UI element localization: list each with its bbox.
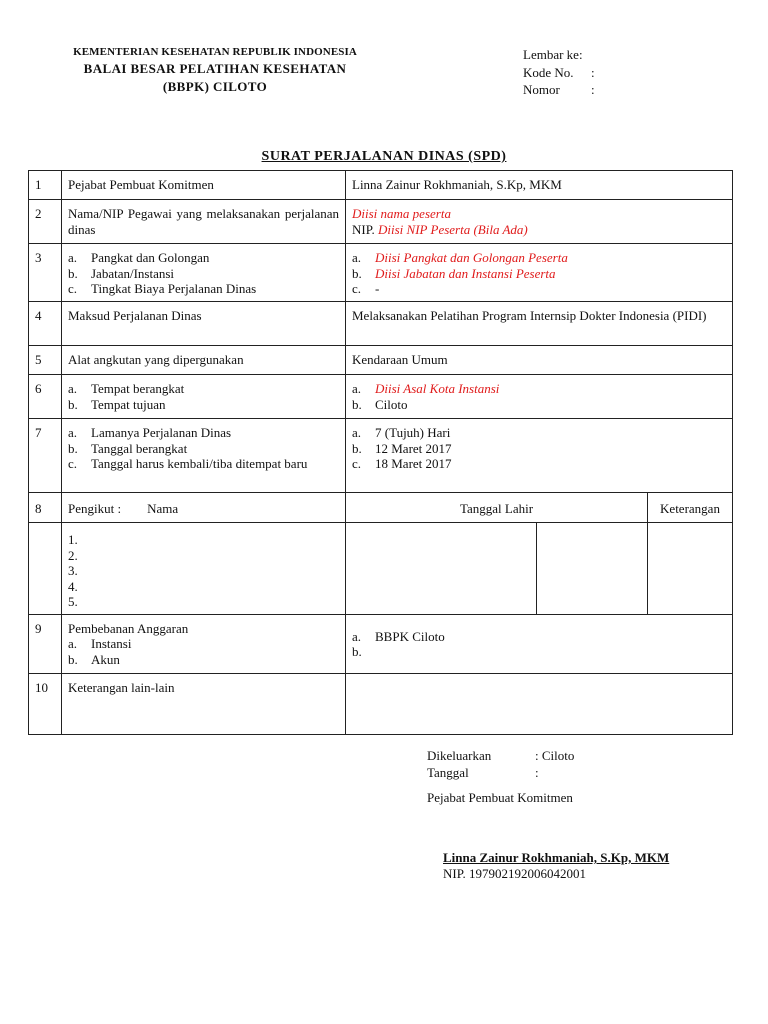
institution-name: BALAI BESAR PELATIHAN KESEHATAN xyxy=(83,61,347,76)
date-label: Tanggal xyxy=(427,765,469,780)
list-item: 5. xyxy=(68,594,78,609)
participant-name-placeholder: Diisi nama peserta xyxy=(352,206,451,221)
table-row xyxy=(29,523,733,615)
nip-prefix: NIP. xyxy=(352,221,375,237)
row-value xyxy=(346,244,733,302)
item-value: Diisi Asal Kota Instansi xyxy=(375,381,500,396)
item-marker: a. xyxy=(352,628,362,644)
date-value: : xyxy=(535,765,539,780)
item-label: Instansi xyxy=(91,636,132,651)
item-label: Tanggal berangkat xyxy=(91,440,188,456)
issued-value: : Ciloto xyxy=(535,748,575,763)
issued-line xyxy=(427,748,574,764)
item-marker: c. xyxy=(68,456,78,471)
list-item xyxy=(352,250,726,266)
row-number: 8 xyxy=(29,493,62,523)
row-label xyxy=(62,375,346,419)
signer-nip: NIP. 197902192006042001 xyxy=(443,866,587,881)
row-value xyxy=(346,200,733,244)
list-item xyxy=(352,629,726,645)
issued-label: Dikeluarkan xyxy=(427,748,492,763)
list-item xyxy=(68,381,339,397)
list-item xyxy=(352,397,726,413)
meta-code-label: Kode No. xyxy=(523,65,574,80)
row-label xyxy=(62,244,346,302)
list-item xyxy=(68,397,339,413)
item-marker: a. xyxy=(68,425,78,440)
participant-nip-placeholder: Diisi NIP Peserta (Bila Ada) xyxy=(378,221,528,237)
list-item xyxy=(352,456,726,472)
item-label: Akun xyxy=(91,651,120,667)
row-number: 2 xyxy=(29,200,62,244)
meta-sheet xyxy=(523,47,591,63)
followers-name-header: Nama xyxy=(147,501,179,516)
followers-dob-header: Tanggal Lahir xyxy=(346,493,648,523)
spd-table xyxy=(28,170,733,735)
table-row xyxy=(29,673,733,734)
list-item xyxy=(352,441,726,457)
item-label: Jabatan/Instansi xyxy=(91,265,175,281)
meta-code xyxy=(523,65,595,81)
item-label: Tanggal harus kembali/tiba ditempat baru xyxy=(91,456,308,471)
item-label: Tingkat Biaya Perjalanan Dinas xyxy=(91,281,257,296)
followers-note-header: Keterangan xyxy=(648,493,733,523)
row-value: Kendaraan Umum xyxy=(346,346,733,375)
item-value: - xyxy=(375,281,380,296)
meta-number xyxy=(523,82,595,98)
item-value: 18 Maret 2017 xyxy=(375,456,452,471)
table-row xyxy=(29,493,733,523)
document-title: SURAT PERJALANAN DINAS (SPD) xyxy=(261,149,507,164)
list-item xyxy=(352,644,726,660)
item-marker: a. xyxy=(352,250,362,265)
item-value: Diisi Pangkat dan Golongan Peserta xyxy=(375,250,568,265)
table-row xyxy=(29,346,733,375)
item-label: Tempat tujuan xyxy=(91,396,166,412)
row-label xyxy=(62,493,346,523)
row-label: Keterangan lain-lain xyxy=(62,673,346,734)
row-value: Melaksanakan Pelatihan Program Internsip Dokter Indonesia (PIDI) xyxy=(346,302,733,346)
row-number: 4 xyxy=(29,302,62,346)
table-row xyxy=(29,614,733,673)
list-item: 1. xyxy=(68,532,78,547)
row-value xyxy=(346,419,733,493)
list-item xyxy=(68,652,339,668)
item-value: 7 (Tujuh) Hari xyxy=(375,425,451,440)
row-label xyxy=(62,614,346,673)
list-item: 2. xyxy=(68,547,78,563)
date-line xyxy=(427,765,539,781)
followers-list xyxy=(62,523,346,615)
row-number: 9 xyxy=(29,614,62,673)
list-item xyxy=(352,381,726,397)
row-number: 1 xyxy=(29,171,62,200)
item-label: Pangkat dan Golongan xyxy=(91,250,210,265)
table-row xyxy=(29,375,733,419)
table-row xyxy=(29,200,733,244)
participant-nip xyxy=(352,222,726,238)
item-marker: b. xyxy=(68,396,78,412)
followers-extra-cell xyxy=(537,523,648,615)
row-label: Alat angkutan yang dipergunakan xyxy=(62,346,346,375)
meta-number-label: Nomor xyxy=(523,82,560,97)
row-value xyxy=(346,614,733,673)
list-item xyxy=(68,425,339,441)
item-value: 12 Maret 2017 xyxy=(375,440,452,456)
item-marker: a. xyxy=(68,636,78,651)
list-item xyxy=(352,425,726,441)
table-row xyxy=(29,302,733,346)
list-item xyxy=(68,281,339,297)
row-number: 3 xyxy=(29,244,62,302)
row-number: 7 xyxy=(29,419,62,493)
row-number-empty xyxy=(29,523,62,615)
list-item xyxy=(68,266,339,282)
item-value: BBPK Ciloto xyxy=(375,628,445,644)
item-value: Diisi Jabatan dan Instansi Peserta xyxy=(375,265,556,281)
item-marker: c. xyxy=(352,281,362,296)
budget-label: Pembebanan Anggaran xyxy=(68,620,189,636)
list-item xyxy=(352,266,726,282)
item-marker: b. xyxy=(68,265,78,281)
item-marker: b. xyxy=(352,396,362,412)
ministry-name: KEMENTERIAN KESEHATAN REPUBLIK INDONESIA xyxy=(73,46,357,58)
signer-role: Pejabat Pembuat Komitmen xyxy=(427,790,573,805)
list-item: 3. xyxy=(68,563,78,578)
row-value: Linna Zainur Rokhmaniah, S.Kp, MKM xyxy=(346,171,733,200)
followers-note-cell xyxy=(648,523,733,615)
item-marker: a. xyxy=(68,381,78,396)
meta-sheet-label: Lembar ke: xyxy=(523,47,583,62)
item-label: Lamanya Perjalanan Dinas xyxy=(91,425,232,440)
row-label: Pejabat Pembuat Komitmen xyxy=(62,171,346,200)
table-row xyxy=(29,419,733,493)
list-item xyxy=(68,250,339,266)
item-marker: b. xyxy=(352,644,362,659)
row-number: 6 xyxy=(29,375,62,419)
meta-number-value: : xyxy=(591,82,595,97)
table-row xyxy=(29,244,733,302)
list-item xyxy=(68,441,339,457)
row-label: Maksud Perjalanan Dinas xyxy=(62,302,346,346)
row-number: 5 xyxy=(29,346,62,375)
item-marker: b. xyxy=(352,265,362,281)
list-item xyxy=(68,456,339,472)
item-marker: b. xyxy=(352,440,362,456)
list-item: 4. xyxy=(68,578,78,594)
list-item xyxy=(352,281,726,297)
followers-dob-cell xyxy=(346,523,537,615)
item-marker: b. xyxy=(68,440,78,456)
row-label xyxy=(62,419,346,493)
item-value: Ciloto xyxy=(375,396,408,412)
item-marker: c. xyxy=(352,456,362,471)
row-number: 10 xyxy=(29,673,62,734)
list-item xyxy=(68,636,339,652)
row-label: Nama/NIP Pegawai yang melaksanakan perjalanan dinas xyxy=(62,200,346,244)
signer-name: Linna Zainur Rokhmaniah, S.Kp, MKM xyxy=(443,850,670,865)
item-marker: a. xyxy=(352,425,362,440)
item-marker: b. xyxy=(68,651,78,667)
row-value xyxy=(346,375,733,419)
item-marker: c. xyxy=(68,281,78,296)
item-marker: a. xyxy=(352,381,362,396)
table-row xyxy=(29,171,733,200)
row-value xyxy=(346,673,733,734)
followers-label: Pengikut : xyxy=(68,501,122,516)
meta-code-value: : xyxy=(591,65,595,80)
item-label: Tempat berangkat xyxy=(91,381,185,396)
institution-branch: (BBPK) CILOTO xyxy=(162,79,268,94)
item-marker: a. xyxy=(68,250,78,265)
